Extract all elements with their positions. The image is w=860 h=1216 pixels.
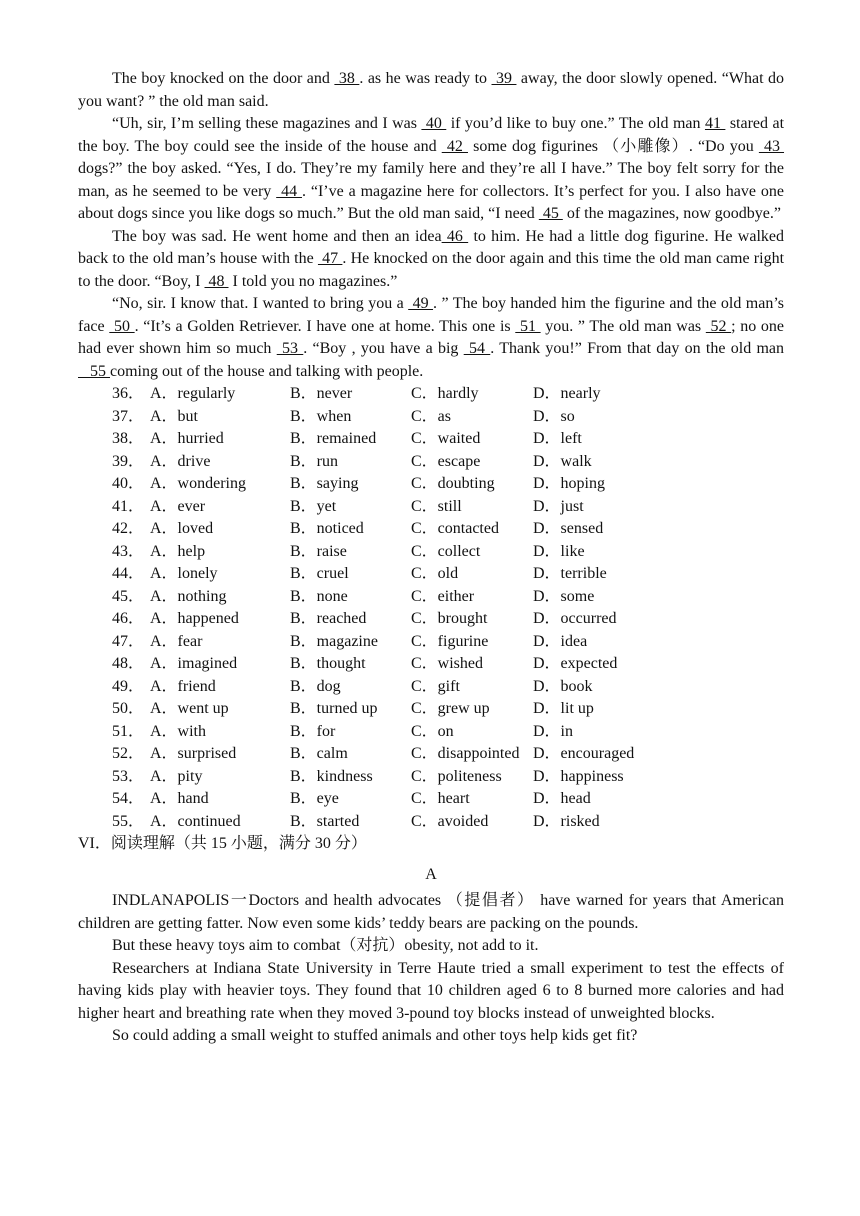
passage-text: of the magazines, now goodbye.” [562,205,781,222]
option-c: C．avoided [411,812,489,830]
answer-blank: 46 [441,227,469,245]
cloze-passage [78,68,784,383]
document-page [78,68,784,1048]
cloze-paragraph [78,68,784,113]
question-option-row [78,698,784,721]
answer-blank: 40 [421,115,447,132]
option-b: B．calm [290,745,348,762]
question-option-row [78,811,784,834]
option-a: A．went up [150,700,229,717]
option-b: B．never [290,385,353,402]
option-b: B．noticed [290,520,364,537]
answer-blank: 52 [705,317,732,335]
option-a: A．pity [150,767,203,785]
passage-text: The boy was sad. He went home and then an idea [112,227,442,245]
passage-letter: A [425,865,437,883]
question-number: 44． [112,565,145,582]
question-number: 41． [112,497,145,515]
option-b: B．magazine [290,632,378,650]
option-c: C．politeness [411,767,502,785]
question-option-row [78,653,784,676]
option-b: B．for [290,722,336,740]
option-b: B．started [290,812,360,830]
option-d: D．like [533,542,585,560]
passage-text: to him. He had a little dog figurine. He walked back to the old man’s house with the [78,227,785,267]
question-option-row [78,451,784,474]
option-a: A．ever [150,497,206,515]
option-d: D．walk [533,452,592,470]
cloze-paragraph [78,113,784,226]
option-d: D．encouraged [533,745,635,762]
question-number: 52． [112,745,145,762]
option-d: D．sensed [533,520,604,537]
question-number: 51． [112,722,145,740]
question-option-row [78,563,784,586]
question-number: 46． [112,610,145,627]
option-a: A．with [150,722,207,740]
option-a: A．but [150,407,199,425]
passage-text: . “It’s a Golden Retriever. I have one at home. This one is [134,317,516,335]
option-c: C．figurine [411,632,489,650]
option-c: C．wished [411,655,484,672]
option-d: D．idea [533,632,588,650]
option-a: A．wondering [150,475,246,492]
answer-blank: 54 [463,340,491,357]
option-b: B．cruel [290,565,349,582]
option-a: A．loved [150,520,214,537]
option-c: C．on [411,722,454,740]
option-c: C．hardly [411,385,479,402]
option-b: B．turned up [290,700,378,717]
option-b: B．yet [290,497,337,515]
option-c: C．doubting [411,475,495,492]
question-option-row [78,743,784,766]
option-a: A．friend [150,677,216,695]
option-b: B．reached [290,610,367,627]
option-d: D．hoping [533,475,606,492]
question-option-row [78,721,784,744]
option-c: C．old [411,565,459,582]
reading-paragraph: Researchers at Indiana State University in Terre Haute tried a small experiment to test the effects of having kids play with heavier toys. They found that 10 children aged 6 to 8 burned more calories and had higher heart and breathing rate when they moved 3-pound toy blocks instead of unweighted blocks. [78,959,784,1022]
option-a: A．fear [150,632,203,650]
option-a: A．surprised [150,745,237,762]
option-d: D．expected [533,655,618,672]
option-b: B．kindness [290,767,373,785]
option-a: A．hurried [150,430,224,447]
question-option-row [78,383,784,406]
option-d: D．some [533,587,595,605]
question-number: 53． [112,767,145,785]
option-c: C．still [411,497,462,515]
answer-blank: 50 [109,317,135,335]
question-option-row [78,586,784,609]
option-b: B．saying [290,475,359,492]
question-number: 36． [112,385,145,402]
option-c: C．grew up [411,700,490,717]
passage-text: The boy knocked on the door and [112,70,335,87]
option-a: A．drive [150,452,211,470]
option-a: A．nothing [150,587,227,605]
option-d: D．just [533,497,584,515]
answer-blank: 55 [78,362,110,380]
option-d: D．left [533,430,582,447]
question-number: 38． [112,430,145,447]
option-c: C．heart [411,790,470,807]
cloze-paragraph [78,293,784,383]
question-option-row [78,766,784,789]
passage-text: dogs?” the boy asked. “Yes, I do. They’re my family here and they’re all I have.” The boy felt sorry for the man, as he seemed to be very [78,160,784,200]
option-c: C．brought [411,610,488,627]
option-a: A．hand [150,790,209,807]
option-b: B．thought [290,655,366,672]
question-number: 43． [112,542,145,560]
answer-blank: 39 [491,70,517,87]
option-d: D．happiness [533,767,624,785]
question-number: 48． [112,655,145,672]
passage-text: if you’d like to buy one.” The old man [446,115,705,132]
option-b: B．raise [290,542,347,560]
question-number: 40． [112,475,145,492]
answer-blank: 51 [515,317,541,335]
option-b: B．when [290,407,352,425]
answer-blank: 45 [538,205,563,222]
question-option-row [78,518,784,541]
option-d: D．terrible [533,565,607,582]
passage-text: . He knocked on the door again and this time the old man came right to the door. “Boy, I [78,250,785,290]
question-number: 50． [112,700,145,717]
reading-paragraph: INDLANAPOLIS一Doctors and health advocates （提倡者） have warned for years that American children are getting fatter. Now even some kids’ teddy bears are packing on the pounds. [78,892,784,932]
option-d: D．head [533,790,591,807]
question-option-row [78,406,784,429]
question-option-row [78,676,784,699]
option-a: A．happened [150,610,239,627]
passage-text: . Thank you!” From that day on the old man [490,340,785,357]
option-b: B．dog [290,677,341,695]
passage-text: “No, sir. I know that. I wanted to bring you a [112,295,409,312]
passage-text: . “I’ve a magazine here for collectors. It’s perfect for you. I also have one about dogs since you like dogs so much.” But the old man said, “I need [78,182,785,222]
answer-blank: 41 [704,115,726,132]
cloze-options-list [78,383,784,833]
option-c: C．either [411,587,475,605]
question-number: 39． [112,452,145,470]
answer-blank: 43 [758,137,785,155]
option-c: C．as [411,407,452,425]
option-c: C．collect [411,542,481,560]
passage-text: ; no one had ever shown him so much [78,317,785,357]
question-number: 47． [112,632,145,650]
passage-text: stared at the boy. The boy could see the inside of the house and [78,115,785,155]
passage-text: I told you no magazines.” [228,272,398,290]
option-a: A．continued [150,812,241,830]
question-option-row [78,496,784,519]
passage-text: . ” The boy handed him the figurine and the old man’s face [78,295,785,335]
passage-text: coming out of the house and talking with people. [110,362,424,380]
option-b: B．remained [290,430,377,447]
option-a: A．lonely [150,565,218,582]
question-number: 37． [112,407,145,425]
answer-blank: 47 [317,250,343,267]
option-b: B．none [290,587,348,605]
passage-text: some dog figurines （小雕像）. “Do you [467,137,759,155]
answer-blank: 53 [276,340,304,357]
reading-paragraph: So could adding a small weight to stuffed animals and other toys help kids get fit? [112,1027,638,1044]
option-d: D．in [533,722,574,740]
option-d: D．so [533,407,575,425]
question-number: 45． [112,587,145,605]
option-c: C．contacted [411,520,499,537]
reading-passage [78,890,784,1048]
question-option-row [78,541,784,564]
question-option-row [78,473,784,496]
option-d: D．occurred [533,610,617,627]
passage-text: away, the door slowly opened. “What do you want? ” the old man said. [78,70,785,110]
cloze-paragraph [78,226,784,294]
option-a: A．help [150,542,206,560]
answer-blank: 49 [408,295,434,312]
passage-text: . “Boy , you have a big [303,340,464,357]
option-d: D．lit up [533,700,594,717]
option-c: C．gift [411,677,460,695]
option-c: C．waited [411,430,481,447]
question-number: 54． [112,790,145,807]
question-option-row [78,788,784,811]
question-number: 42． [112,520,145,537]
option-b: B．run [290,452,339,470]
option-c: C．escape [411,452,481,470]
option-d: D．nearly [533,385,601,402]
option-c: C．disappointed [411,745,520,762]
option-a: A．imagined [150,655,238,672]
question-number: 55． [112,812,145,830]
question-number: 49． [112,677,145,695]
answer-blank: 44 [276,182,302,200]
passage-text: you. ” The old man was [540,317,706,335]
question-option-row [78,608,784,631]
reading-paragraph: But these heavy toys aim to combat（对抗）obesity, not add to it. [112,937,539,954]
answer-blank: 48 [204,272,229,290]
question-option-row [78,631,784,654]
passage-text: . as he was ready to [359,70,492,87]
option-d: D．risked [533,812,600,830]
answer-blank: 42 [441,137,468,155]
option-b: B．eye [290,790,339,807]
passage-text: “Uh, sir, I’m selling these magazines and I was [112,115,422,132]
option-a: A．regularly [150,385,236,402]
answer-blank: 38 [334,70,360,87]
option-d: D．book [533,677,593,695]
section-title: VI．阅读理解（共 15 小题，满分 30 分） [78,835,367,852]
question-option-row [78,428,784,451]
